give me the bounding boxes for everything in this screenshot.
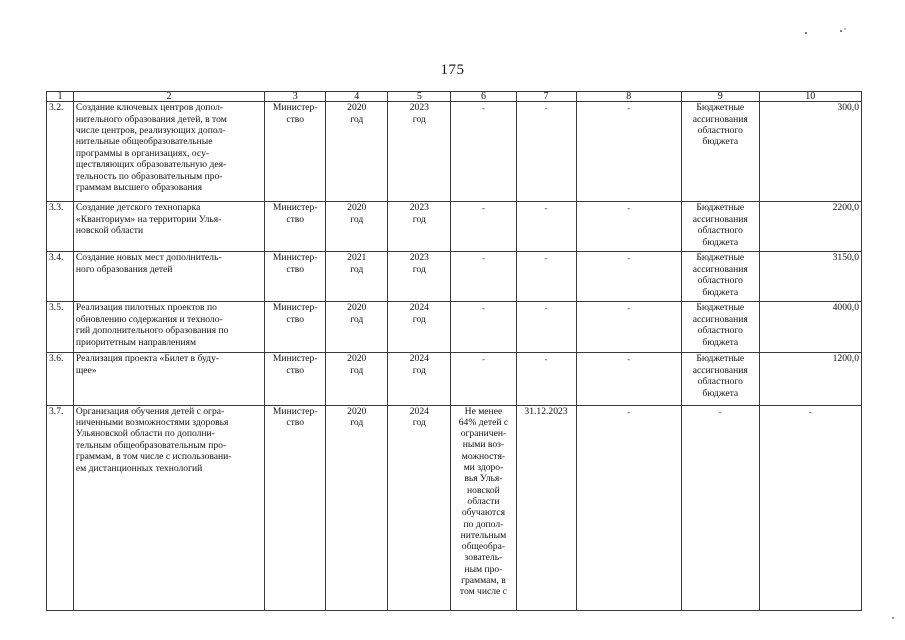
measures-table: [46, 91, 862, 611]
start-year: 2020 год: [326, 353, 388, 405]
funding-source: Бюджетные ассигнования областного бюджета: [681, 102, 759, 202]
end-year: 2024 год: [388, 353, 451, 405]
measure-name: Создание новых мест дополнитель- ного образования детей: [73, 252, 264, 302]
cell-col7: -: [516, 102, 576, 202]
funding-amount: 4000,0: [759, 302, 861, 353]
responsible: Министер- ство: [265, 302, 326, 353]
start-year: 2020 год: [326, 102, 388, 202]
funding-source: Бюджетные ассигнования областного бюджета: [681, 353, 759, 405]
funding-amount: 3150,0: [759, 252, 861, 302]
expected-result: Не менее 64% детей с ограничен- ными воз- можностя- ми здоро- вья Улья- новской области обучаются по допол- нительным общеобра- зователь- ным про- граммам, в том числе с: [451, 405, 516, 610]
row-number: 3.7.: [47, 405, 74, 610]
col-header: 8: [576, 92, 681, 102]
row-number: 3.3.: [47, 202, 74, 252]
col-header: 3: [265, 92, 326, 102]
start-year: 2020 год: [326, 405, 388, 610]
responsible: Министер- ство: [265, 405, 326, 610]
end-year: 2023 год: [388, 102, 451, 202]
row-number: 3.5.: [47, 302, 74, 353]
funding-amount: 1200,0: [759, 353, 861, 405]
end-year: 2023 год: [388, 252, 451, 302]
start-year: 2020 год: [326, 302, 388, 353]
funding-source: Бюджетные ассигнования областного бюджета: [681, 202, 759, 252]
cell-col8: -: [576, 405, 681, 610]
table-row: [47, 302, 862, 353]
col-header: 4: [326, 92, 388, 102]
start-year: 2021 год: [326, 252, 388, 302]
cell-col7: -: [516, 202, 576, 252]
start-year: 2020 год: [326, 202, 388, 252]
row-number: 3.4.: [47, 252, 74, 302]
measure-name: Реализация пилотных проектов по обновлению содержания и техноло- гий дополнительного образования по приоритетным направлениям: [73, 302, 264, 353]
col-header: 10: [759, 92, 861, 102]
table-row: [47, 102, 862, 202]
responsible: Министер- ство: [265, 102, 326, 202]
col-header: 6: [451, 92, 516, 102]
funding-amount: -: [759, 405, 861, 610]
funding-amount: 2200,0: [759, 202, 861, 252]
header-row: [47, 92, 862, 102]
deadline-date: 31.12.2023: [516, 405, 576, 610]
cell-col6: -: [451, 252, 516, 302]
page-number: 175: [440, 62, 465, 78]
measure-name: Создание детского технопарка «Кванториум» на территории Улья- новской области: [73, 202, 264, 252]
cell-col6: -: [451, 353, 516, 405]
end-year: 2024 год: [388, 302, 451, 353]
cell-col7: -: [516, 302, 576, 353]
cell-col8: -: [576, 202, 681, 252]
col-header: 7: [516, 92, 576, 102]
cell-col8: -: [576, 252, 681, 302]
measure-name: Реализация проекта «Билет в буду- щее»: [73, 353, 264, 405]
row-number: 3.2.: [47, 102, 74, 202]
measure-name: Организация обучения детей с огра- ниченными возможностями здоровья Ульяновской области по дополни- тельным общеобразовательным про- граммам, в том числе с использовани- ем дистанционных технологий: [73, 405, 264, 610]
table-row: [47, 405, 862, 610]
col-header: 9: [681, 92, 759, 102]
responsible: Министер- ство: [265, 252, 326, 302]
responsible: Министер- ство: [265, 202, 326, 252]
table-row: [47, 202, 862, 252]
table-row: [47, 252, 862, 302]
col-header: 2: [73, 92, 264, 102]
table-row: [47, 353, 862, 405]
row-number: 3.6.: [47, 353, 74, 405]
cell-col8: -: [576, 302, 681, 353]
end-year: 2023 год: [388, 202, 451, 252]
funding-source: Бюджетные ассигнования областного бюджета: [681, 252, 759, 302]
funding-amount: 300,0: [759, 102, 861, 202]
col-header: 5: [388, 92, 451, 102]
cell-col6: -: [451, 102, 516, 202]
measure-name: Создание ключевых центров допол- нительного образования детей, в том числе центров, реализующих допол- нительные общеобразовательные программы в организациях, осу- ществляющих образовательную дея- тельность по образовательным про- граммам высшего образования: [73, 102, 264, 202]
col-header: 1: [47, 92, 74, 102]
cell-col7: -: [516, 353, 576, 405]
end-year: 2024 год: [388, 405, 451, 610]
funding-source: -: [681, 405, 759, 610]
cell-col8: -: [576, 102, 681, 202]
cell-col6: -: [451, 202, 516, 252]
cell-col8: -: [576, 353, 681, 405]
cell-col7: -: [516, 252, 576, 302]
responsible: Министер- ство: [265, 353, 326, 405]
cell-col6: -: [451, 302, 516, 353]
funding-source: Бюджетные ассигнования областного бюджета: [681, 302, 759, 353]
